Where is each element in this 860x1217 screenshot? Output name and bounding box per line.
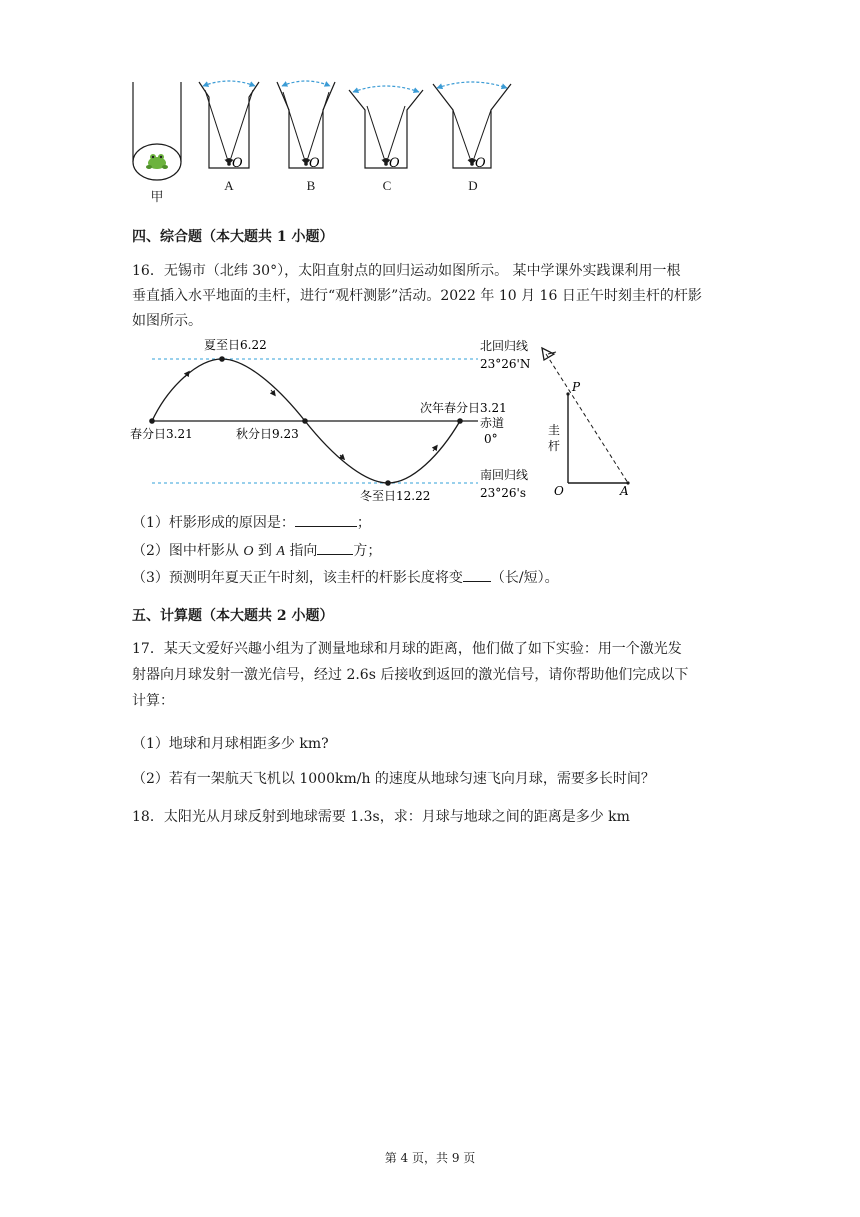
answer-blank-2[interactable] (317, 539, 353, 555)
label-p: P (572, 380, 581, 394)
section-5-title: 五、计算题（本大题共 2 小题） (132, 608, 334, 624)
q18-text: 18．太阳光从月球反射到地球需要 1.3s，求：月球与地球之间的距离是多少 km (132, 809, 630, 825)
q16-sub-2-text: （2）图中杆影从 (132, 543, 244, 559)
label-b: B (306, 178, 316, 193)
label-equator: 赤道 (480, 416, 505, 430)
q16-sub-2-a: A (276, 544, 285, 559)
point-o-c: O (389, 156, 400, 171)
q16-sub-2-o: O (243, 544, 254, 559)
point-o-b: O (309, 156, 320, 171)
label-d: D (468, 178, 478, 193)
gnomon-figure (542, 348, 630, 485)
q16-sub-3-text: （3）预测明年夏天正午时刻，该圭杆的杆影长度将变 (132, 570, 463, 586)
q16-text (132, 259, 732, 334)
point-o-d: O (475, 156, 486, 171)
q16-sub-3-end: （长/短）。 (490, 570, 559, 586)
label-a: A (620, 484, 629, 498)
q17-sub-2: （2）若有一架航天飞机以 1000km/h 的速度从地球匀速飞向月球，需要多长时间？ (132, 771, 655, 787)
q16-line-1: 16．无锡市（北纬 30°），太阳直射点的回归运动如图所示。 某中学课外实践课利用一根 (132, 263, 681, 279)
well-jia (133, 82, 181, 180)
label-c: C (382, 178, 392, 193)
label-a: A (224, 178, 234, 193)
label-north-tropic: 北回归线 (480, 339, 529, 353)
label-summer-solstice: 夏至日6.22 (204, 338, 267, 352)
q16-sub-3 (132, 566, 559, 587)
label-north-lat: 23°26'N (480, 357, 531, 371)
q16-sub-1-text: （1）杆影形成的原因是： (132, 515, 295, 531)
q17-line-2: 射器向月球发射一激光信号，经过 2.6s 后接收到返回的激光信号，请你帮助他们完成以下 (132, 667, 689, 683)
q17-line-3: 计算： (132, 693, 174, 709)
label-next-spring: 次年春分日3.21 (420, 401, 507, 415)
q17-sub-1: （1）地球和月球相距多少 km? (132, 736, 329, 752)
q16-sub-2 (132, 539, 381, 560)
label-winter-solstice: 冬至日12.22 (360, 489, 431, 503)
label-o: O (554, 484, 564, 498)
option-d-figure (433, 82, 511, 168)
q16-sub-2-direction: 指向 (284, 543, 318, 559)
point-o-a: O (232, 156, 243, 171)
answer-blank-1[interactable] (295, 511, 357, 527)
sun-migration-diagram (128, 332, 658, 508)
q16-sub-1-end: ； (356, 515, 371, 531)
q16-line-2: 垂直插入水平地面的圭杆，进行“观杆测影”活动。2022 年 10 月 16 日正午时刻圭杆的杆影 (132, 288, 702, 304)
q16-sub-2-mid: 到 (253, 543, 277, 559)
option-b-figure (277, 81, 335, 168)
option-c-figure (349, 86, 423, 168)
q16-sub-2-end: 方； (353, 543, 382, 559)
sun-icon (542, 348, 556, 360)
q16-sub-1 (132, 511, 371, 532)
q17-line-1: 17．某天文爱好兴趣小组为了测量地球和月球的距离，他们做了如下实验：用一个激光发 (132, 641, 682, 657)
label-south-lat: 23°26's (480, 486, 526, 500)
label-equator-lat: 0° (484, 432, 498, 446)
q17-text (132, 636, 732, 714)
page-footer: 第 4 页，共 9 页 (384, 1151, 476, 1165)
label-south-tropic: 南回归线 (480, 468, 529, 482)
option-a-figure (199, 81, 259, 168)
label-jia: 甲 (150, 189, 164, 204)
section-4-title: 四、综合题（本大题共 1 小题） (132, 229, 334, 245)
label-autumn-equinox: 秋分日9.23 (236, 427, 299, 441)
label-pole-1: 圭 (548, 423, 561, 437)
q16-line-3: 如图所示。 (132, 313, 202, 329)
label-spring-equinox: 春分日3.21 (130, 427, 193, 441)
answer-blank-3[interactable] (463, 566, 491, 582)
label-pole-2: 杆 (548, 439, 561, 453)
